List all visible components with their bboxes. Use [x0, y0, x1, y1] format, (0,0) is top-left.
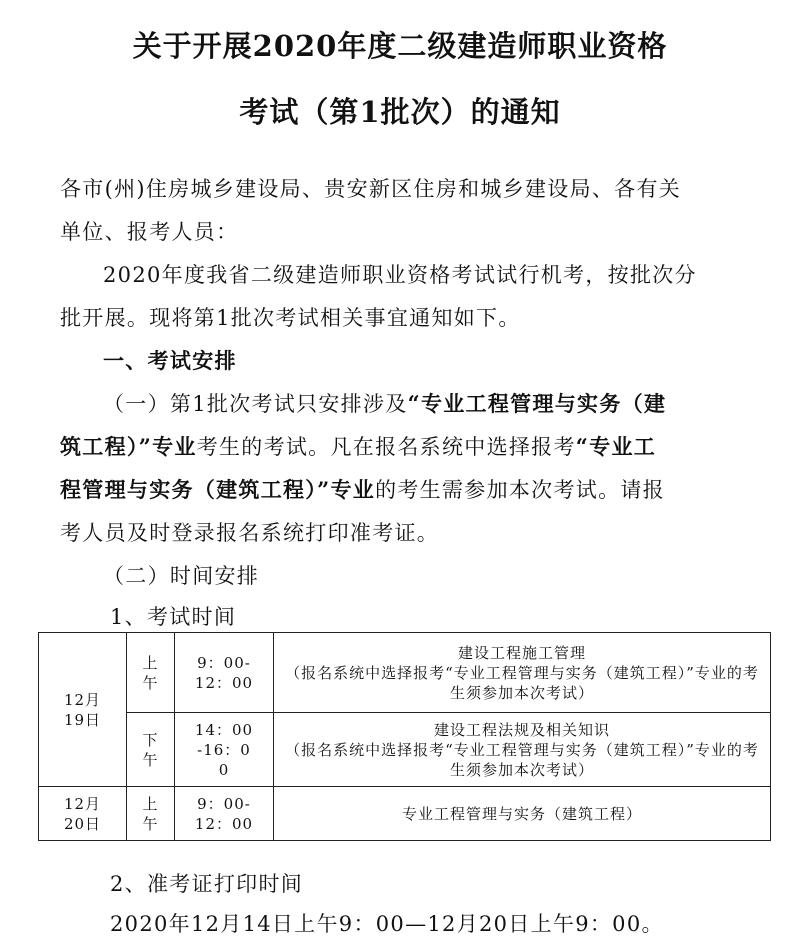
item1-line-1	[103, 388, 793, 418]
admission-print-time: 2020年12月14日上午9：00—12月20日上午9：00。	[110, 912, 664, 936]
time-text: 14：00-16：00	[194, 720, 254, 779]
addressee-line-2: 单位、报考人员：	[60, 220, 239, 244]
item1-line-3-text: 的考生需参加本次考试。请报	[375, 478, 665, 502]
subject-cell	[274, 713, 771, 787]
notice-title-line-2: 考试（第1批次）的通知	[239, 95, 561, 129]
item2-heading: （二）时间安排	[103, 564, 260, 588]
subject-title: 建设工程施工管理	[457, 643, 586, 662]
period-cell	[127, 787, 175, 841]
item1-line-3-bold: 程管理与实务（建筑工程）”专业	[60, 477, 376, 502]
subject-note: （报名系统中选择报考“专业工程管理与实务（建筑工程）”专业的考生须参加本次考试）	[285, 663, 759, 702]
period-cell	[127, 633, 175, 713]
subject-title: 专业工程管理与实务（建筑工程）	[401, 804, 642, 823]
period-text: 上午	[142, 653, 159, 692]
addressee-line-1: 各市(州)住房城乡建设局、贵安新区住房和城乡建设局、各有关	[60, 177, 682, 201]
item1-line-4: 考人员及时登录报名系统打印准考证。	[60, 521, 440, 545]
subject-cell	[274, 787, 771, 841]
exam-schedule-table	[38, 632, 771, 841]
table-row	[39, 633, 771, 713]
intro-line-2: 批开展。现将第1批次考试相关事宜通知如下。	[60, 306, 521, 330]
period-text: 下午	[142, 730, 159, 769]
section-heading-exam-arrangement: 一、考试安排	[103, 348, 237, 373]
item1-line-2-bold-b: “专业工	[575, 434, 657, 459]
date-cell	[39, 633, 127, 787]
time-text: 9：00-12：00	[194, 653, 254, 692]
table-row	[39, 713, 771, 787]
table-row	[39, 787, 771, 841]
time-cell	[175, 787, 274, 841]
date-text: 12月20日	[63, 794, 102, 833]
date-text: 12月19日	[63, 690, 102, 729]
intro-line-1: 2020年度我省二级建造师职业资格考试试行机考，按批次分	[103, 263, 697, 287]
time-cell	[175, 633, 274, 713]
subject-note: （报名系统中选择报考“专业工程管理与实务（建筑工程）”专业的考生须参加本次考试）	[285, 740, 759, 779]
subject-title: 建设工程法规及相关知识	[433, 720, 610, 739]
subject-cell	[274, 633, 771, 713]
item1-line-3	[60, 474, 750, 504]
period-text: 上午	[142, 794, 159, 833]
admission-print-heading: 2、准考证打印时间	[110, 872, 304, 896]
date-cell	[39, 787, 127, 841]
notice-title-line-1: 关于开展2020年度二级建造师职业资格	[132, 29, 668, 63]
item1-line-2-bold-a: 筑工程）”专业	[60, 434, 197, 459]
period-cell	[127, 713, 175, 787]
item1-line-1-bold: “专业工程管理与实务（建	[407, 391, 667, 416]
time-text: 9：00-12：00	[194, 794, 254, 833]
item1-line-2-text: 考生的考试。凡在报名系统中选择报考	[196, 435, 576, 459]
item1-line-1-text: （一）第1批次考试只安排涉及	[103, 392, 408, 416]
item1-line-2	[60, 431, 750, 461]
time-cell	[175, 713, 274, 787]
exam-time-heading: 1、考试时间	[110, 605, 237, 629]
